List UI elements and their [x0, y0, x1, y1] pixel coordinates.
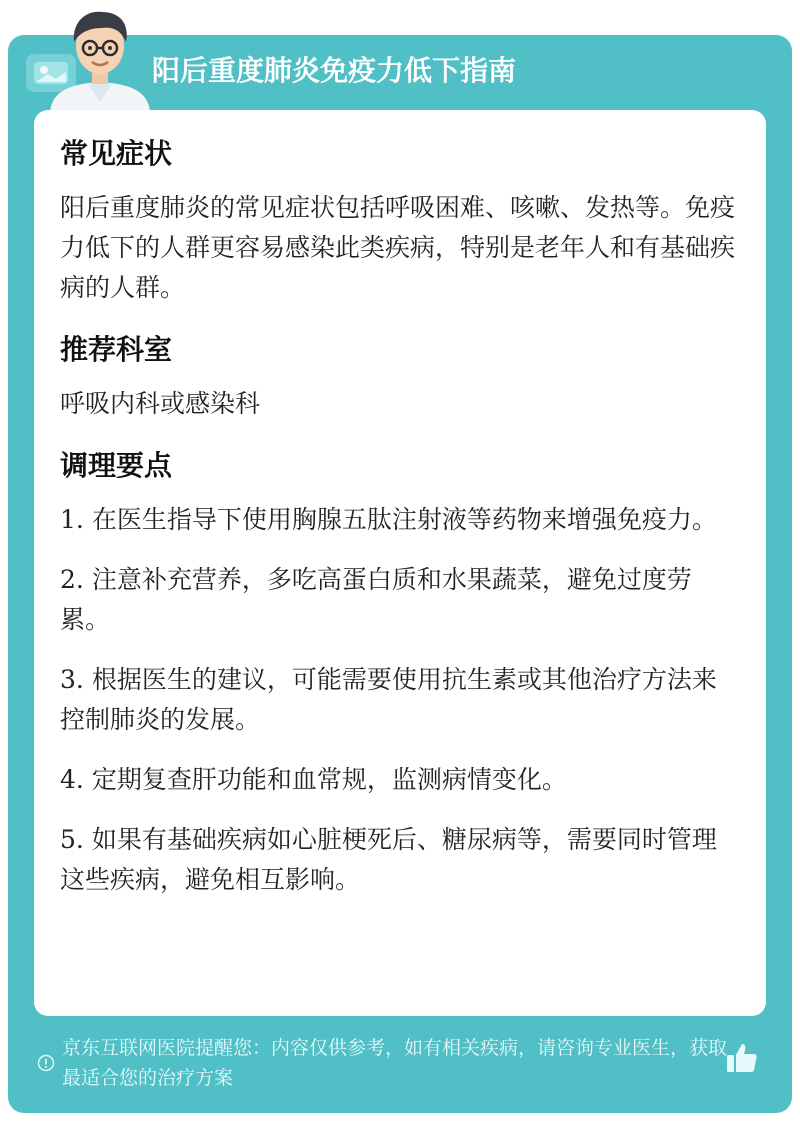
list-item-text: 定期复查肝功能和血常规，监测病情变化。 — [91, 765, 567, 794]
list-item — [60, 500, 740, 540]
article-body — [60, 134, 740, 920]
list-item-number: 1. — [60, 505, 84, 534]
list-item-number: 4. — [60, 765, 84, 794]
list-item-text: 根据医生的建议，可能需要使用抗生素或其他治疗方法来控制肺炎的发展。 — [60, 665, 717, 734]
list-item — [60, 560, 740, 640]
doctor-avatar — [44, 6, 156, 112]
page-title: 阳后重度肺炎免疫力低下指南 — [152, 54, 517, 87]
list-item — [60, 820, 740, 900]
list-item-number: 5. — [60, 825, 84, 854]
department-text: 呼吸内科或感染科 — [60, 389, 261, 418]
list-item-text: 在医生指导下使用胸腺五肽注射液等药物来增强免疫力。 — [91, 505, 717, 534]
list-item — [60, 660, 740, 740]
list-item-text: 注意补充营养，多吃高蛋白质和水果蔬菜，避免过度劳累。 — [60, 565, 692, 634]
section-heading-department: 推荐科室 — [60, 333, 173, 366]
symptoms-text: 阳后重度肺炎的常见症状包括呼吸困难、咳嗽、发热等。免疫力低下的人群更容易感染此类疾病，特别是老年人和有基础疾病的人群。 — [60, 193, 736, 302]
disclaimer-text: 京东互联网医院提醒您：内容仅供参考，如有相关疾病，请咨询专业医生，获取最适合您的治疗方案 — [62, 1037, 728, 1089]
content-card — [34, 110, 766, 1016]
thumbs-up-icon[interactable] — [724, 1040, 760, 1076]
list-item-text: 如果有基础疾病如心脏梗死后、糖尿病等，需要同时管理这些疾病，避免相互影响。 — [60, 825, 717, 894]
list-item — [60, 760, 740, 800]
info-icon — [37, 1054, 55, 1072]
section-heading-symptoms: 常见症状 — [60, 137, 173, 170]
list-item-number: 2. — [60, 565, 84, 594]
section-heading-care-points: 调理要点 — [60, 449, 173, 482]
list-item-number: 3. — [60, 665, 84, 694]
